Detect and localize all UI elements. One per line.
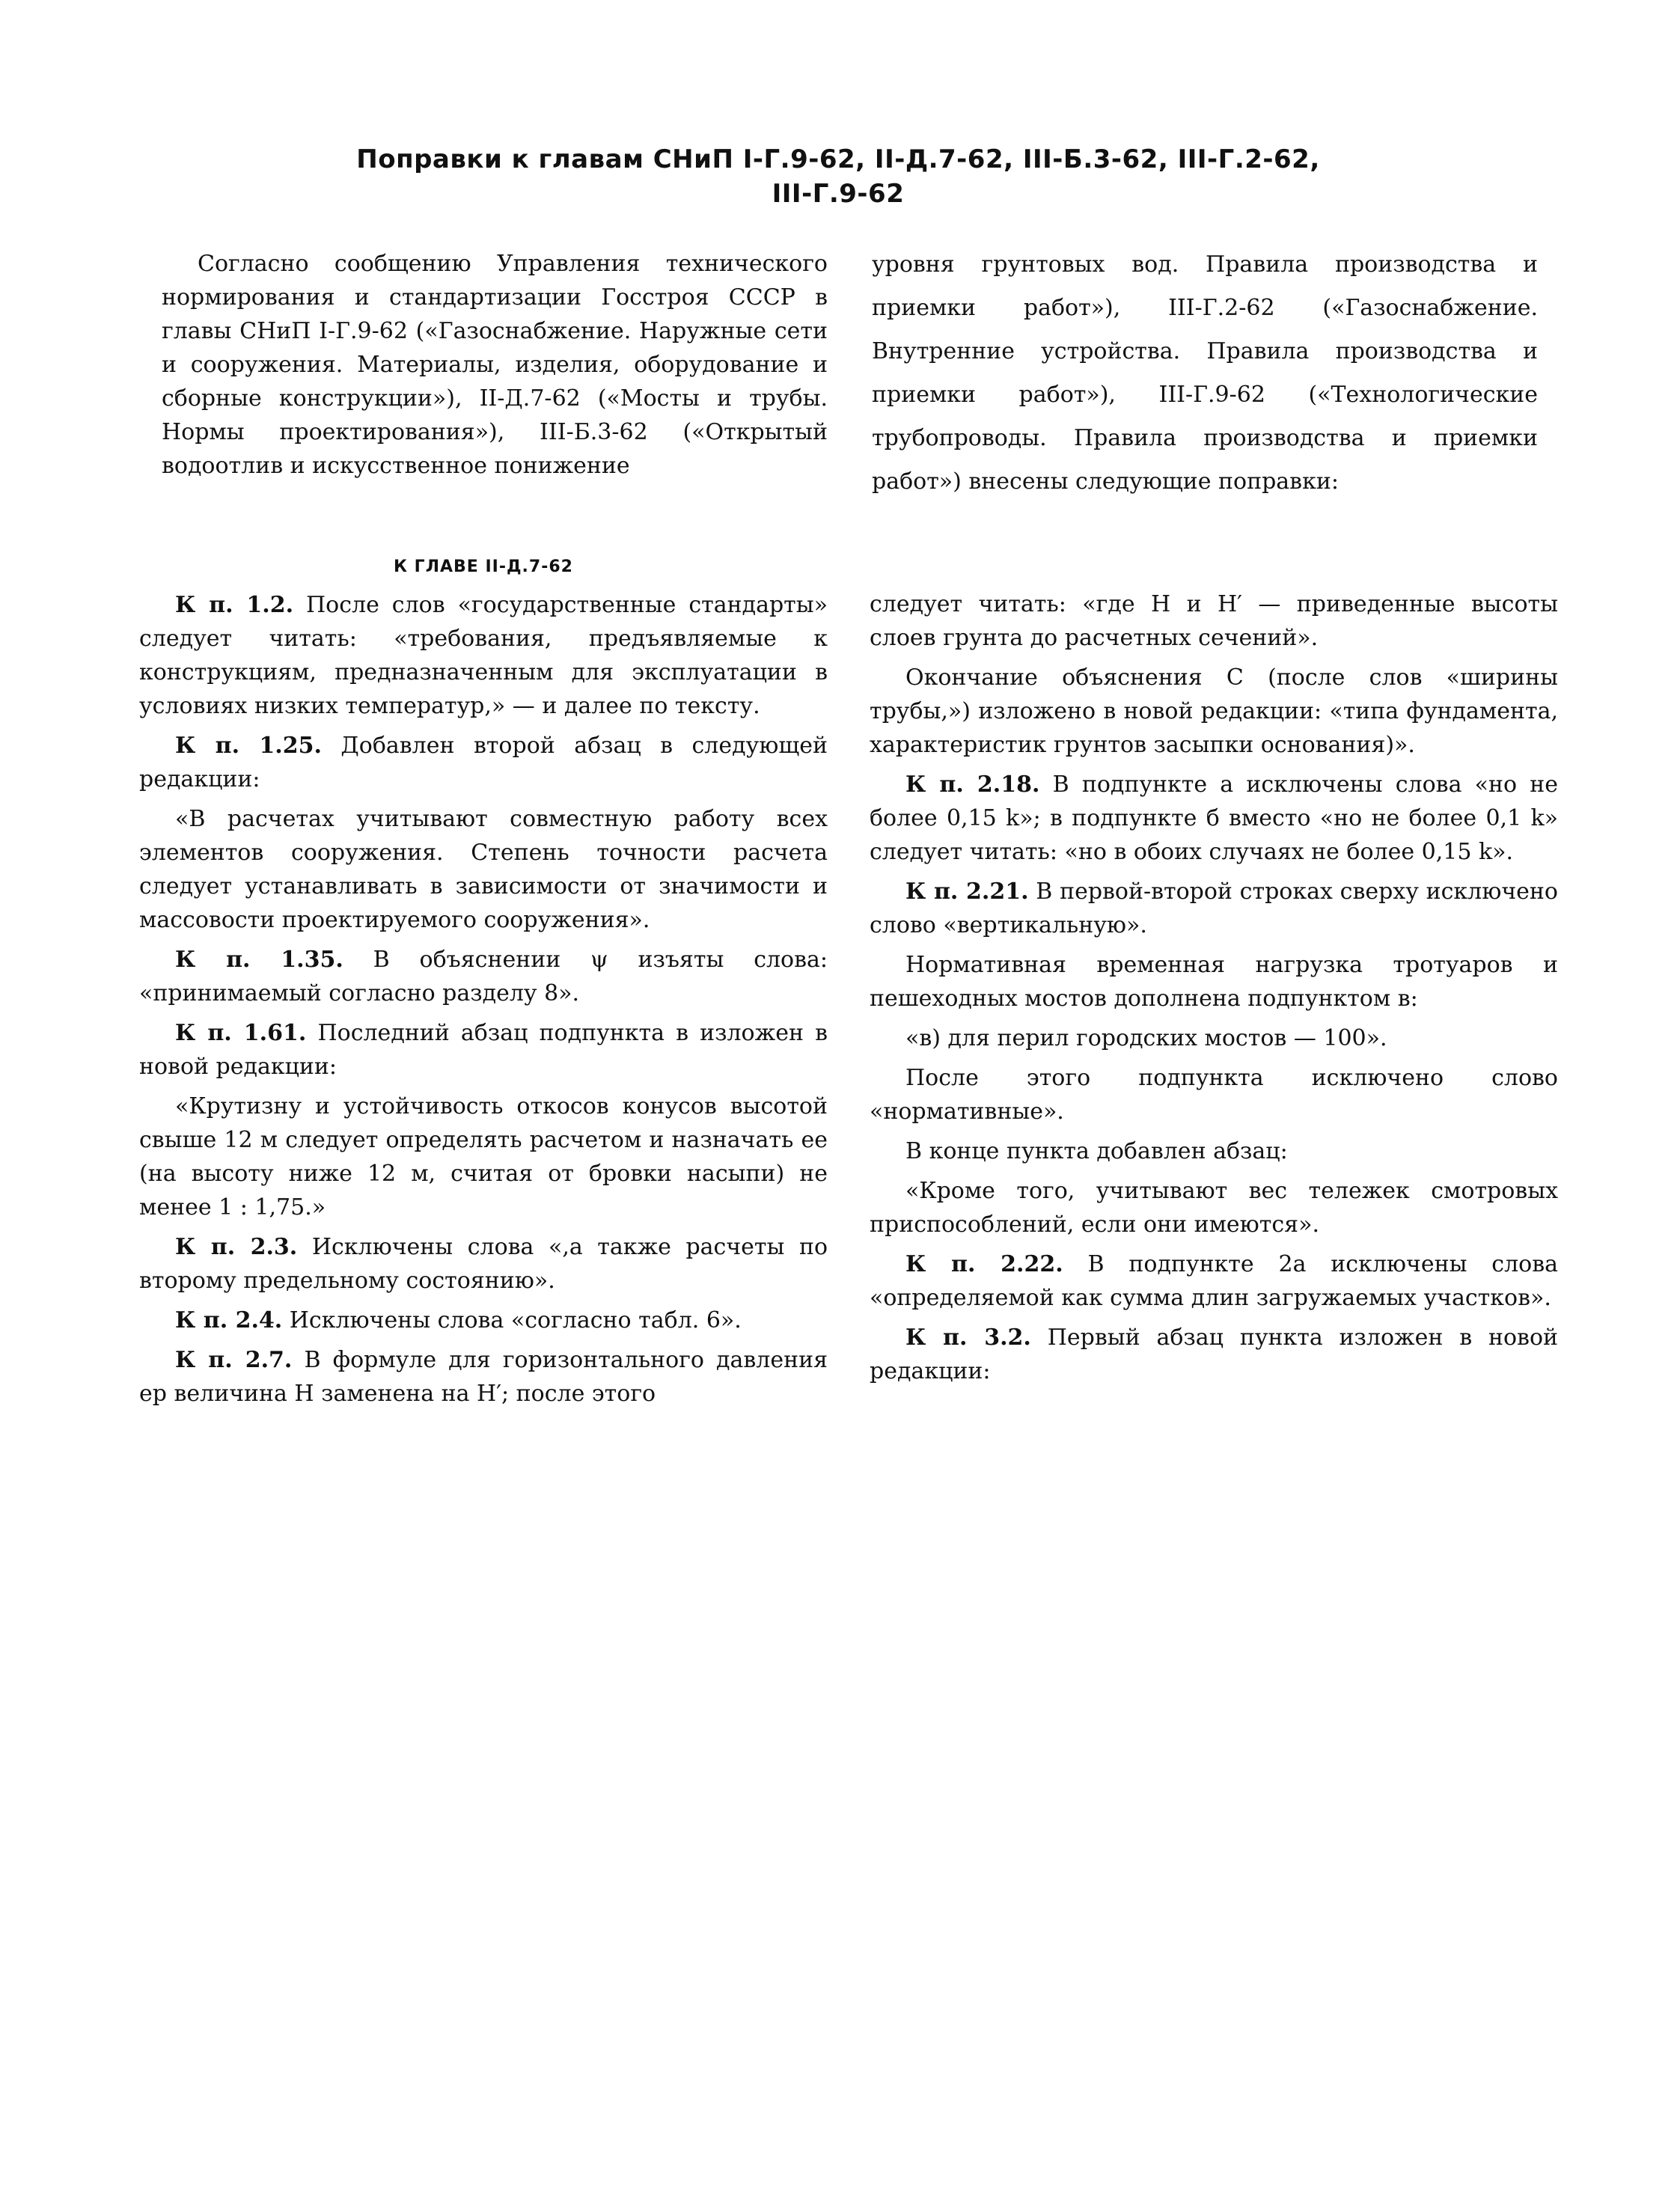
paragraph (139, 1090, 828, 1224)
paragraph (870, 587, 1558, 655)
paragraph (139, 729, 828, 796)
clause-reference: К п. 3.2. (905, 1325, 1031, 1351)
paragraph (139, 1304, 828, 1337)
paragraph (139, 943, 828, 1010)
paragraph-text: Последний абзац подпункта в изложен в новой редакции: (139, 1020, 828, 1080)
paragraph (870, 1247, 1558, 1315)
paragraph-text: В подпункте 2а исключены слова «определяемой как сумма длин загружаемых участков». (870, 1251, 1558, 1311)
paragraph-text: В формуле для горизонтального давления eр величина H заменена на H′; после этого (139, 1347, 828, 1407)
paragraph-text: В конце пункта добавлен абзац: (905, 1138, 1288, 1164)
paragraph-text: «в) для перил городских мостов — 100». (905, 1025, 1387, 1051)
paragraph-text: Первый абзац пункта изложен в новой редакции: (870, 1325, 1558, 1384)
intro-right-text: уровня грунтовых вод. Правила производства и приемки работ»), III-Г.2-62 («Газоснабжение. Внутренние устройства. Правила производства и приемки работ»), III-Г.9-62 («Технологические трубопроводы. Правила производства и приемки работ») внесены следующие поправки: (872, 251, 1538, 495)
paragraph (870, 1174, 1558, 1241)
paragraph (139, 1016, 828, 1084)
paragraph (870, 1021, 1558, 1055)
paragraph-text: Добавлен второй абзац в следующей редакции: (139, 733, 828, 792)
paragraph-text: следует читать: «где H и H′ — приведенные высоты слоев грунта до расчетных сечений». (870, 591, 1558, 651)
clause-reference: К п. 2.3. (175, 1234, 298, 1260)
paragraph-text: Окончание объяснения C (после слов «ширины трубы,») изложено в новой редакции: «типа фундамента, характеристик грунтов засыпки основания)». (870, 664, 1558, 758)
paragraph-text: После этого подпункта исключено слово «нормативные». (870, 1065, 1558, 1125)
document-title (224, 142, 1452, 211)
intro-left-text: Согласно сообщению Управления технического нормирования и стандартизации Госстроя СССР в главы СНиП I-Г.9-62 («Газоснабжение. Наружные сети и сооружения. Материалы, изделия, оборудование и сборные конструкции»), II-Д.7-62 («Мосты и трубы. Нормы проектирования»), III-Б.3-62 («Открытый водоотлив и искусственное понижение (162, 251, 828, 479)
title-line-1: Поправки к главам СНиП I-Г.9-62, II-Д.7-62, III-Б.3-62, III-Г.2-62, (356, 144, 1320, 174)
paragraph (870, 1321, 1558, 1388)
clause-reference: К п. 2.21. (905, 879, 1029, 905)
clause-reference: К п. 2.4. (175, 1307, 283, 1333)
section-right-column (870, 587, 1558, 1394)
paragraph (139, 802, 828, 937)
paragraph-text: Исключены слова «,а также расчеты по второму предельному состоянию». (139, 1234, 828, 1294)
paragraph-text: «В расчетах учитывают совместную работу всех элементов сооружения. Степень точности расчета следует устанавливать в зависимости от значимости и массовости проектируемого сооружения». (139, 806, 828, 933)
paragraph-text: В первой-второй строках сверху исключено слово «вертикальную». (870, 879, 1558, 938)
paragraph (870, 875, 1558, 942)
paragraph (870, 768, 1558, 869)
paragraph (139, 588, 828, 723)
clause-reference: К п. 1.35. (175, 947, 343, 973)
paragraph-text: «Кроме того, учитывают вес тележек смотровых приспособлений, если они имеются». (870, 1178, 1558, 1238)
clause-reference: К п. 1.61. (175, 1020, 307, 1046)
clause-reference: К п. 1.2. (175, 592, 294, 618)
section-left-column (139, 557, 828, 1417)
paragraph-text: В подпункте а исключены слова «но не более 0,15 k»; в подпункте б вместо «но не более 0,1 k» следует читать: «но в обоих случаях не более 0,15 k». (870, 772, 1558, 865)
section-heading: К ГЛАВЕ II-Д.7-62 (394, 557, 573, 576)
paragraph (870, 661, 1558, 762)
paragraph (870, 948, 1558, 1015)
paragraph-text: В объяснении ψ изъяты слова: «принимаемый согласно разделу 8». (139, 947, 828, 1006)
paragraph (870, 1134, 1558, 1168)
paragraph (870, 1061, 1558, 1128)
clause-reference: К п. 2.22. (905, 1251, 1063, 1277)
clause-reference: К п. 1.25. (175, 733, 322, 759)
clause-reference: К п. 2.7. (175, 1347, 293, 1373)
paragraph (139, 1230, 828, 1298)
paragraph-text: «Крутизну и устойчивость откосов конусов высотой свыше 12 м следует определять расчетом и назначать ее (на высоту ниже 12 м, считая от бровки насыпи) не менее 1 : 1,75.» (139, 1093, 828, 1220)
intro-right-column (872, 243, 1538, 510)
right-paragraphs (870, 587, 1558, 1388)
title-line-2: III-Г.9-62 (772, 179, 905, 209)
paragraph-text: После слов «государственные стандарты» следует читать: «требования, предъявляемые к конструкциям, предназначенным для эксплуатации в условиях низких температур,» — и далее по тексту. (139, 592, 828, 719)
intro-left-column (162, 247, 828, 489)
paragraph-text: Исключены слова «согласно табл. 6». (282, 1307, 742, 1333)
paragraph-text: Нормативная временная нагрузка тротуаров и пешеходных мостов дополнена подпунктом в: (870, 952, 1558, 1012)
paragraph (139, 1343, 828, 1411)
left-paragraphs (139, 588, 828, 1411)
clause-reference: К п. 2.18. (905, 772, 1040, 798)
